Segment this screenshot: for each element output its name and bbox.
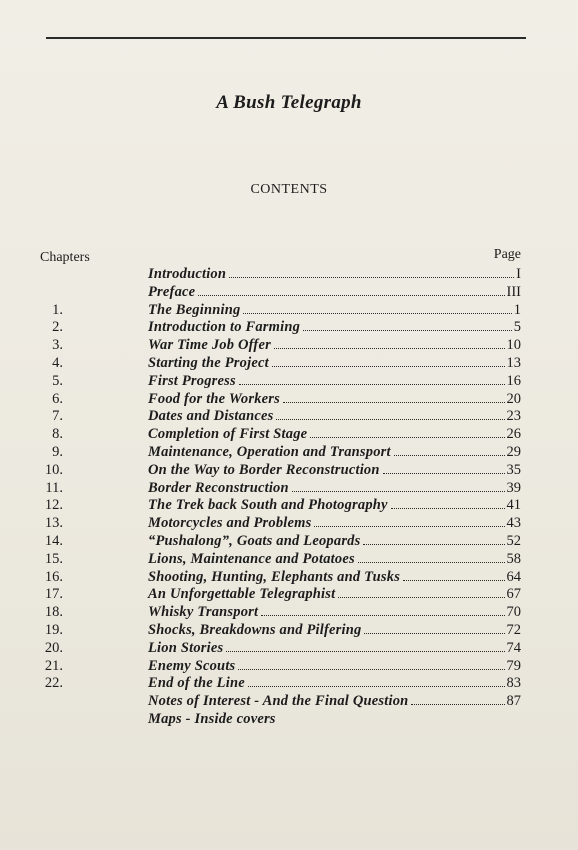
toc-entry [0,514,578,532]
chapters-column-header: Chapters [40,250,90,265]
chapter-title: Maps - Inside covers [148,711,276,727]
dot-leader [364,633,504,634]
toc-line [148,514,521,532]
chapter-number: 6. [52,390,63,407]
chapter-title: Enemy Scouts [148,657,236,674]
chapter-number: 21. [44,657,63,674]
chapter-number: 20. [44,639,63,656]
chapter-number: 8. [52,426,63,443]
page-number: 5 [513,319,521,336]
chapter-title: Completion of First Stage [148,426,308,443]
toc-line [148,710,521,728]
toc-entry [0,550,578,568]
chapter-title: The Trek back South and Photography [148,497,388,514]
chapter-number: 7. [52,408,63,425]
chapter-number: 4. [52,355,63,371]
toc-entry [0,568,578,586]
toc-line [148,443,521,461]
chapter-title: Introduction [148,266,227,282]
chapter-title: Shocks, Breakdowns and Pilfering [148,622,362,638]
toc-line [148,692,521,710]
toc-entry [0,318,578,336]
toc-entry [0,692,578,710]
toc-entry [0,657,578,675]
chapter-title: Maintenance, Operation and Transport [148,444,391,460]
toc-line [148,354,521,372]
page-number: 58 [506,550,521,567]
chapter-title: War Time Job Offer [148,337,271,354]
dot-leader [283,402,505,403]
toc-entry [0,283,578,301]
chapter-title: Motorcycles and Problems [148,515,312,532]
dot-leader [383,473,505,474]
chapter-title: Introduction to Farming [148,319,301,336]
toc-line [148,657,521,675]
dot-leader [276,419,504,420]
chapter-number: 13. [44,515,63,532]
toc-line [148,603,521,621]
dot-leader [272,366,505,367]
page-number: 67 [506,586,521,603]
toc-entry [0,532,578,550]
toc-entry [0,639,578,657]
chapter-title: Food for the Workers [148,390,280,407]
chapter-number: 18. [44,604,63,621]
chapter-title: Preface [148,283,196,300]
dot-leader [338,597,504,598]
chapter-number: 9. [52,444,63,460]
chapter-title: First Progress [148,372,236,389]
chapter-number: 11. [45,479,63,496]
dot-leader [274,348,505,349]
page-number: 72 [506,622,521,638]
toc-entry [0,301,578,319]
toc-entry [0,585,578,603]
chapter-title: “Pushalong”, Goats and Leopards [148,533,361,549]
toc-line [148,496,521,514]
page-number: 13 [506,355,521,371]
chapter-title: Starting the Project [148,355,269,371]
chapter-number: 1. [52,301,63,318]
page-number: 64 [506,568,521,585]
page-number: 10 [506,337,521,354]
toc-line [148,550,521,568]
dot-leader [226,651,504,652]
top-rule [46,37,526,39]
chapter-title: The Beginning [148,301,241,318]
chapter-number: 19. [44,622,63,638]
chapter-title: Whisky Transport [148,604,259,621]
toc-entry [0,372,578,390]
toc-entry [0,496,578,514]
page-number: 16 [506,372,521,389]
chapter-title: Notes of Interest - And the Final Question [148,693,409,710]
dot-leader [239,384,505,385]
dot-leader [403,580,504,581]
page-number: 23 [506,408,521,425]
toc-entry [0,621,578,639]
chapter-title: Border Reconstruction [148,479,289,496]
book-title: A Bush Telegraph [216,92,362,113]
dot-leader [248,686,505,687]
chapter-number: 10. [44,461,63,478]
toc-line [148,372,521,390]
page-number: 79 [506,657,521,674]
toc-line [148,283,521,301]
page-column-header: Page [493,247,521,262]
chapter-title: Lion Stories [148,639,224,656]
chapter-number: 3. [52,337,63,354]
dot-leader [261,615,504,616]
dot-leader [229,277,514,278]
page-number: 70 [506,604,521,621]
page-number: 35 [506,461,521,478]
page-number: 29 [506,444,521,460]
toc-line [148,301,521,319]
dot-leader [310,437,504,438]
chapter-number: 2. [52,319,63,336]
page-number: 1 [513,301,521,318]
dot-leader [243,313,511,314]
toc-line [148,390,521,408]
dot-leader [411,704,504,705]
page-number: 39 [506,479,521,496]
toc-line [148,318,521,336]
page-number: 74 [506,639,521,656]
chapter-number: 5. [52,372,63,389]
page-number: III [506,283,521,300]
page-number: 26 [506,426,521,443]
chapter-number: 17. [44,586,63,603]
toc-entry [0,425,578,443]
toc-entry [0,407,578,425]
toc-entry [0,354,578,372]
page-number: 41 [506,497,521,514]
chapter-title: On the Way to Border Reconstruction [148,461,380,478]
page-number: 87 [506,693,521,710]
chapter-title: Dates and Distances [148,408,274,425]
dot-leader [292,491,505,492]
chapter-title: End of the Line [148,675,245,692]
chapter-number: 14. [44,533,63,549]
toc-line [148,585,521,603]
dot-leader [391,508,505,509]
toc-line [148,568,521,586]
chapter-number: 12. [44,497,63,514]
page-number: 43 [506,515,521,532]
contents-heading: CONTENTS [250,182,328,197]
toc-line [148,461,521,479]
page-number: 52 [506,533,521,549]
toc-line [148,621,521,639]
toc-entry [0,710,578,728]
toc-entry [0,674,578,692]
dot-leader [363,544,504,545]
toc-line [148,336,521,354]
page-number: I [516,266,521,282]
toc-line [148,265,521,283]
toc-line [148,407,521,425]
toc-entry [0,336,578,354]
dot-leader [303,330,512,331]
chapter-number: 15. [44,550,63,567]
page-number: 20 [506,390,521,407]
toc-entry [0,265,578,283]
toc-entry [0,479,578,497]
toc-entry [0,390,578,408]
chapter-title: Lions, Maintenance and Potatoes [148,550,355,567]
page-number: 83 [506,675,521,692]
toc-line [148,674,521,692]
chapter-number: 16. [44,568,63,585]
dot-leader [314,526,504,527]
dot-leader [394,455,505,456]
chapter-number: 22. [44,675,63,692]
toc-entry [0,603,578,621]
chapter-title: Shooting, Hunting, Elephants and Tusks [148,568,401,585]
toc-line [148,425,521,443]
toc-entry [0,443,578,461]
dot-leader [238,669,504,670]
dot-leader [198,295,504,296]
toc-entry [0,461,578,479]
toc-line [148,479,521,497]
toc-line [148,639,521,657]
toc-line [148,532,521,550]
chapter-title: An Unforgettable Telegraphist [148,586,336,603]
dot-leader [358,562,505,563]
